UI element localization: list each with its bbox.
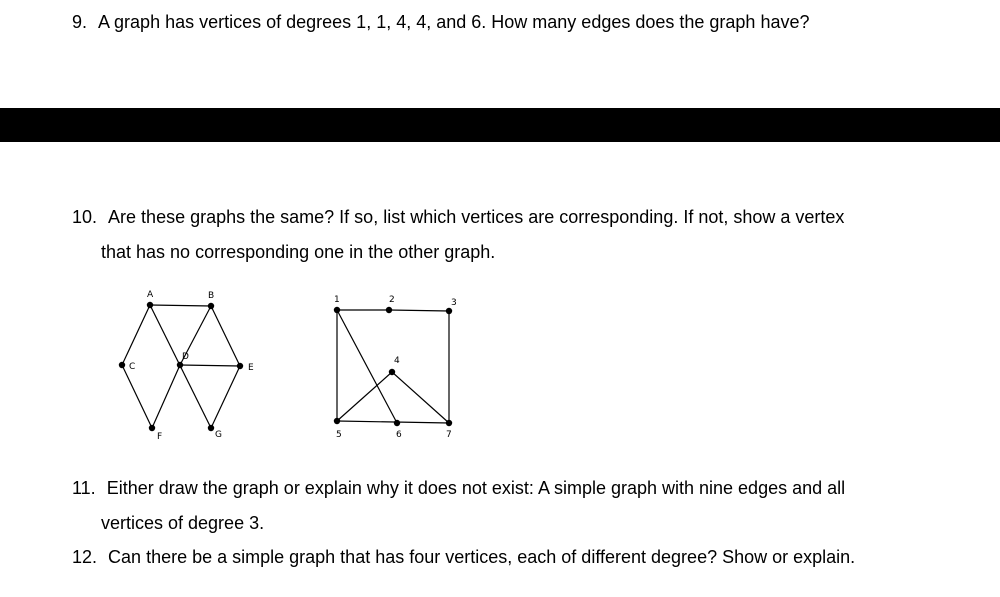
label-5: 5 (336, 430, 342, 440)
label-d: D (182, 352, 189, 362)
label-f: F (157, 432, 163, 442)
label-b: B (208, 291, 215, 301)
question-10-line2: that has no corresponding one in the other graph. (101, 242, 496, 262)
edge-c-f (122, 365, 152, 428)
edge-4-7 (392, 372, 449, 423)
edge-a-c (122, 305, 150, 365)
vertex-f (149, 425, 155, 431)
vertex-6 (394, 420, 400, 426)
vertex-e (237, 363, 243, 369)
label-a: A (147, 290, 154, 300)
vertex-d (177, 362, 183, 368)
edge-d-e (180, 365, 240, 366)
question-11-line2: vertices of degree 3. (101, 513, 265, 533)
edge-2-3 (389, 310, 449, 311)
edge-e-g (211, 366, 240, 428)
vertex-2 (386, 307, 392, 313)
label-4: 4 (394, 356, 400, 366)
label-6: 6 (396, 430, 402, 440)
question-11 (72, 471, 845, 505)
question-text-line1: Either draw the graph or explain why it does not exist: A simple graph with nine edges and all (106, 478, 846, 498)
vertex-1 (334, 307, 340, 313)
vertex-7 (446, 420, 452, 426)
question-number: 10. (72, 207, 98, 227)
label-1: 1 (334, 295, 340, 305)
question-text: A graph has vertices of degrees 1, 1, 4, 4, and 6. How many edges does the graph have? (98, 12, 810, 32)
vertex-5 (334, 418, 340, 424)
vertex-3 (446, 308, 452, 314)
graph-right (337, 310, 449, 423)
graph-left-vertices (119, 302, 243, 431)
question-text-line1: Are these graphs the same? If so, list which vertices are corresponding. If not, show a vertex (108, 207, 845, 227)
vertex-a (147, 302, 153, 308)
edge-a-b (150, 305, 211, 306)
label-2: 2 (389, 295, 395, 305)
edge-5-7 (337, 421, 449, 423)
question-text: Can there be a simple graph that has four vertices, each of different degree? Show or explain. (108, 547, 856, 567)
question-number: 12. (72, 547, 98, 567)
edge-b-e (211, 306, 240, 366)
edge-1-6 (337, 310, 397, 423)
vertex-4 (389, 369, 395, 375)
label-3: 3 (451, 298, 457, 308)
label-c: C (129, 362, 136, 372)
vertex-c (119, 362, 125, 368)
question-12 (72, 540, 855, 574)
question-number: 11. (72, 478, 96, 498)
vertex-b (208, 303, 214, 309)
edge-5-4 (337, 372, 392, 421)
label-7: 7 (446, 430, 452, 440)
vertex-g (208, 425, 214, 431)
question-number: 9. (72, 12, 88, 32)
edge-d-f (152, 365, 180, 428)
label-e: E (248, 363, 254, 373)
label-g: G (215, 430, 222, 440)
